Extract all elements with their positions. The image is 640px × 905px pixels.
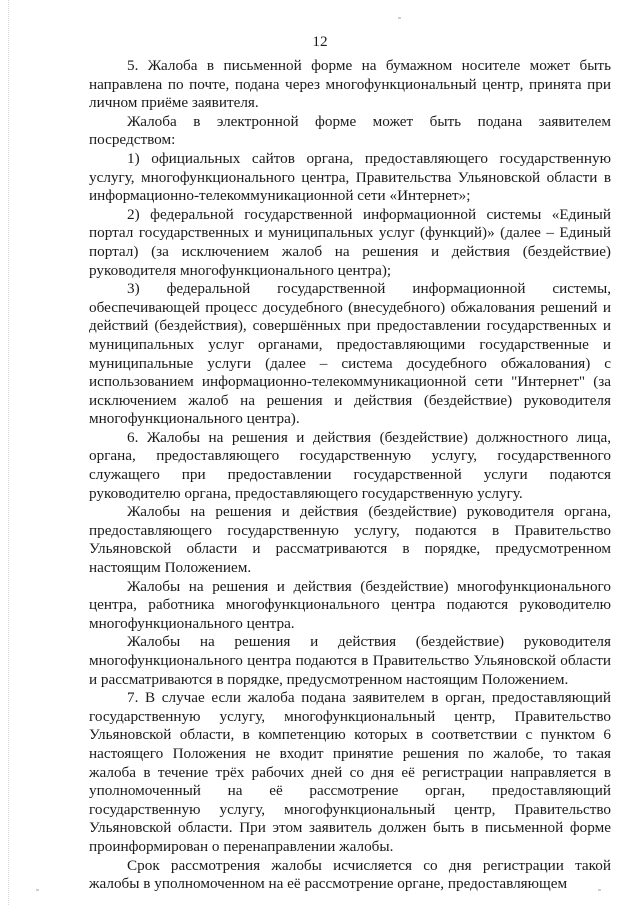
scan-edge-line [8,0,9,905]
list-item-2: 2) федеральной государственной информационной системы «Единый портал государственных и муниципальных услуг (функций)» (далее – Единый портал) (за исключением жалоб на решения и действия (бездействие) руководителя многофункционального центра); [89,205,611,279]
paragraph-6-head-complaints: Жалобы на решения и действия (бездействие) руководителя органа, предоставляющего государственную услугу, подаются в Правительство Ульяновской области и рассматриваются в порядке, предусмотренном настоящим Положением. [89,503,611,577]
paragraph-review-term: Срок рассмотрения жалобы исчисляется со дня регистрации такой жалобы в уполномоченном на её рассмотрение органе, предоставляющем [89,856,611,893]
paragraph-6-mfc-complaints: Жалобы на решения и действия (бездействие) многофункционального центра, работника многофункционального центра подаются руководителю многофункционального центра. [89,577,611,632]
paragraph-5: 5. Жалоба в письменной форме на бумажном носителе может быть направлена по почте, подана через многофункциональный центр, принята при личном приёме заявителя. [89,57,611,112]
list-item-1: 1) официальных сайтов органа, предоставляющего государственную услугу, многофункционального центра, Правительства Ульяновской области в информационно-телекоммуникационной сети «Интернет»; [89,149,611,205]
paragraph-7: 7. В случае если жалоба подана заявителем в орган, предоставляющий государственную услугу, многофункциональный центр, Правительство Ульяновской области, в компетенцию которых в соответствии с пунктом 6 настоящего Положения не входит принятие решения по жалобе, то такая жалоба в течение трёх рабочих дней со дня её регистрации направляется в уполномоченный на её рассмотрение орган, предоставляющий государственную услугу, многофункциональный центр, Правительство Ульяновской области. При этом заявитель должен быть в письменной форме проинформирован о перенаправлении жалобы. [89,689,611,855]
document-body [89,57,611,894]
paragraph-6-mfc-head-complaints: Жалобы на решения и действия (бездействие) руководителя многофункционального центра подаются в Правительство Ульяновской области и рассматриваются в порядке, предусмотренном настоящим Положением. [89,633,611,688]
scan-speck [398,17,401,19]
paragraph-6: 6. Жалобы на решения и действия (бездействие) должностного лица, органа, предоставляющего государственную услугу, государственного служащего при предоставлении государственной услуги подаются руководителю органа, предоставляющего государственную услугу. [89,428,611,502]
scan-speck [36,889,39,891]
paragraph-electronic-form: Жалоба в электронной форме может быть подана заявителем посредством: [89,112,611,149]
page-number: 12 [312,33,328,50]
list-item-3: 3) федеральной государственной информационной системы, обеспечивающей процесс досудебного (внесудебного) обжалования решений и действий (бездействия), совершённых при предоставлении государственных и муниципальных услуг органами, предоставляющими государственные и муниципальные услуги (далее – система досудебного обжалования) с использованием информационно-телекоммуникационной сети "Интернет" (за исключением жалоб на решения и действия (бездействие) руководителя многофункционального центра). [89,280,611,428]
